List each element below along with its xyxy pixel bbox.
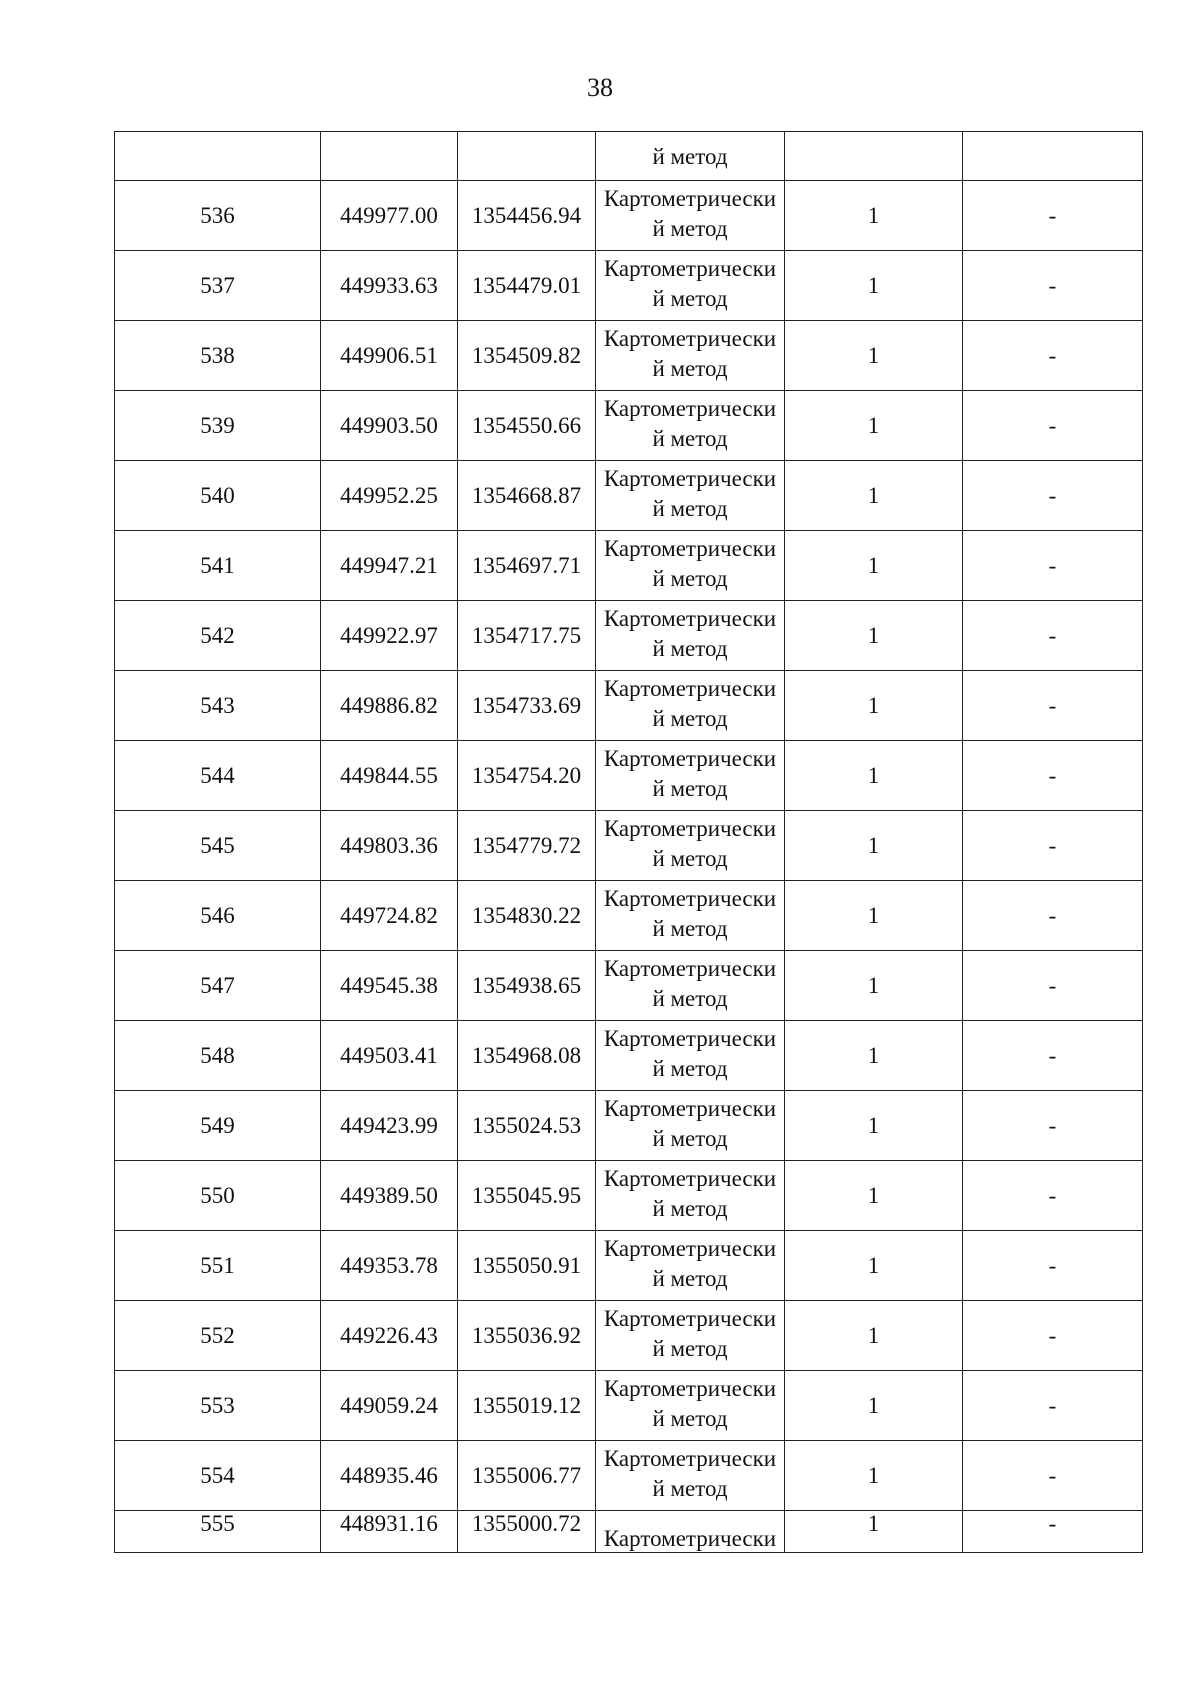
table-row: [115, 251, 1143, 321]
cell-point: 550: [115, 1161, 321, 1231]
cell-method: [596, 1371, 785, 1441]
cell-y: 1354830.22: [458, 881, 596, 951]
method-line-1: Картометрически: [603, 1375, 777, 1401]
method-line-2: й метод: [652, 1055, 728, 1081]
cell-method: [596, 881, 785, 951]
cell-note: -: [963, 1371, 1143, 1441]
method-line-2: й метод: [652, 355, 728, 381]
cell-note: -: [963, 601, 1143, 671]
table-row: [115, 1441, 1143, 1511]
cell-point: 539: [115, 391, 321, 461]
cell-x: 449922.97: [321, 601, 458, 671]
cell-y: 1354456.94: [458, 181, 596, 251]
cell-note: -: [963, 1161, 1143, 1231]
cell-accuracy: 1: [785, 1231, 963, 1301]
cell-note: -: [963, 1441, 1143, 1511]
table-row: [115, 671, 1143, 741]
method-line-2: й метод: [652, 635, 728, 661]
cell-method: [596, 671, 785, 741]
cell-x: 449952.25: [321, 461, 458, 531]
cell-point: 552: [115, 1301, 321, 1371]
cell-accuracy: 1: [785, 811, 963, 881]
method-line-2: й метод: [652, 215, 728, 241]
cell-point: 541: [115, 531, 321, 601]
method-line-1: Картометрически: [603, 955, 777, 981]
method-line-2: й метод: [652, 1265, 728, 1291]
cell-y: 1355045.95: [458, 1161, 596, 1231]
cell-x: 448935.46: [321, 1441, 458, 1511]
cell-note: -: [963, 671, 1143, 741]
cell-accuracy: 1: [785, 1371, 963, 1441]
cell-point: 549: [115, 1091, 321, 1161]
cell-point: 545: [115, 811, 321, 881]
method-line-1: Картометрически: [603, 185, 777, 211]
method-line-1: Картометрически: [603, 255, 777, 281]
method-line-2: й метод: [652, 985, 728, 1011]
method-line-1: Картометрически: [603, 815, 777, 841]
method-line-1: Картометрически: [603, 395, 777, 421]
cell-point: 537: [115, 251, 321, 321]
cell-point: 555: [115, 1511, 321, 1553]
method-line-1: Картометрически: [603, 1526, 777, 1551]
cell-accuracy: 1: [785, 531, 963, 601]
cell-y: 1354733.69: [458, 671, 596, 741]
cell-x: 449947.21: [321, 531, 458, 601]
cell-y: 1354779.72: [458, 811, 596, 881]
cell-y: 1355024.53: [458, 1091, 596, 1161]
cell-x: 449977.00: [321, 181, 458, 251]
cell-point: 543: [115, 671, 321, 741]
cell-y: 1355019.12: [458, 1371, 596, 1441]
cell-note: -: [963, 741, 1143, 811]
cell-method: [596, 1021, 785, 1091]
cell-method: [596, 391, 785, 461]
table-row: [115, 391, 1143, 461]
cell-method: [596, 811, 785, 881]
method-line-2: й метод: [652, 1405, 728, 1431]
cell-accuracy: 1: [785, 1021, 963, 1091]
method-line-2: й метод: [652, 845, 728, 871]
table-row: [115, 1021, 1143, 1091]
method-line-2: й метод: [652, 495, 728, 521]
cell-method: [596, 1441, 785, 1511]
method-line-2: й метод: [652, 1475, 728, 1501]
cell-point: 536: [115, 181, 321, 251]
cell-method: [596, 132, 785, 181]
method-line-1: Картометрически: [603, 535, 777, 561]
cell-point: [115, 132, 321, 181]
table-row: [115, 1231, 1143, 1301]
cell-x: 449545.38: [321, 951, 458, 1021]
table-row: [115, 811, 1143, 881]
cell-note: [963, 132, 1143, 181]
cell-y: 1354479.01: [458, 251, 596, 321]
table-row: [115, 741, 1143, 811]
cell-x: 449886.82: [321, 671, 458, 741]
cell-accuracy: 1: [785, 391, 963, 461]
cell-y: 1355006.77: [458, 1441, 596, 1511]
cell-accuracy: [785, 132, 963, 181]
cell-method: [596, 601, 785, 671]
cell-y: 1354509.82: [458, 321, 596, 391]
cell-point: 546: [115, 881, 321, 951]
cell-x: 449389.50: [321, 1161, 458, 1231]
cell-x: 449226.43: [321, 1301, 458, 1371]
cell-note: -: [963, 951, 1143, 1021]
method-line-1: Картометрически: [603, 465, 777, 491]
cell-x: 449503.41: [321, 1021, 458, 1091]
cell-method: [596, 1091, 785, 1161]
cell-point: 542: [115, 601, 321, 671]
cell-method: [596, 1161, 785, 1231]
method-line-1: Картометрически: [603, 1165, 777, 1191]
method-line-1: Картометрически: [603, 885, 777, 911]
cell-point: 544: [115, 741, 321, 811]
method-line-1: Картометрически: [603, 1095, 777, 1121]
method-line-1: Картометрически: [603, 675, 777, 701]
method-line-2: й метод: [652, 915, 728, 941]
cell-method: [596, 1301, 785, 1371]
method-line-2: й метод: [652, 775, 728, 801]
cell-note: -: [963, 1021, 1143, 1091]
cell-x: 449423.99: [321, 1091, 458, 1161]
cell-point: 548: [115, 1021, 321, 1091]
cell-method: [596, 251, 785, 321]
cell-accuracy: 1: [785, 741, 963, 811]
table-row-last: [115, 1511, 1143, 1553]
cell-point: 553: [115, 1371, 321, 1441]
cell-accuracy: 1: [785, 1091, 963, 1161]
cell-accuracy: 1: [785, 251, 963, 321]
cell-y: [458, 132, 596, 181]
table-row: [115, 1371, 1143, 1441]
cell-accuracy: 1: [785, 671, 963, 741]
cell-accuracy: 1: [785, 321, 963, 391]
cell-accuracy: 1: [785, 181, 963, 251]
method-line-1: Картометрически: [603, 605, 777, 631]
method-line-2: й метод: [652, 705, 728, 731]
cell-note: -: [963, 1301, 1143, 1371]
cell-x: 449724.82: [321, 881, 458, 951]
cell-y: 1354968.08: [458, 1021, 596, 1091]
cell-method: [596, 461, 785, 531]
cell-note: -: [963, 391, 1143, 461]
method-line-1: Картометрически: [603, 325, 777, 351]
cell-y: 1354668.87: [458, 461, 596, 531]
table-row: [115, 601, 1143, 671]
cell-accuracy: 1: [785, 951, 963, 1021]
cell-point: 547: [115, 951, 321, 1021]
cell-accuracy: 1: [785, 1161, 963, 1231]
table-row: [115, 1161, 1143, 1231]
table-row: [115, 531, 1143, 601]
cell-y: 1354697.71: [458, 531, 596, 601]
cell-y: 1354550.66: [458, 391, 596, 461]
table-row: [115, 881, 1143, 951]
cell-accuracy: 1: [785, 881, 963, 951]
cell-note: -: [963, 181, 1143, 251]
cell-note: -: [963, 1091, 1143, 1161]
cell-note: -: [963, 251, 1143, 321]
cell-x: 449844.55: [321, 741, 458, 811]
method-line-1: Картометрически: [603, 1025, 777, 1051]
method-line-2: й метод: [652, 285, 728, 311]
cell-note: -: [963, 811, 1143, 881]
cell-note: -: [963, 1231, 1143, 1301]
page-number: 38: [587, 73, 613, 102]
cell-x: 449906.51: [321, 321, 458, 391]
cell-accuracy: 1: [785, 1301, 963, 1371]
cell-accuracy: 1: [785, 461, 963, 531]
cell-method: [596, 1511, 785, 1553]
table-row: [115, 951, 1143, 1021]
method-line-2: й метод: [652, 565, 728, 591]
table-row-continued: [115, 132, 1143, 181]
cell-note: -: [963, 321, 1143, 391]
method-line-1: Картометрически: [603, 1445, 777, 1471]
cell-method: [596, 321, 785, 391]
cell-x: 449353.78: [321, 1231, 458, 1301]
cell-method: [596, 531, 785, 601]
cell-x: 449803.36: [321, 811, 458, 881]
cell-method: [596, 741, 785, 811]
method-line-1: Картометрически: [603, 1235, 777, 1261]
cell-y: 1354754.20: [458, 741, 596, 811]
cell-point: 551: [115, 1231, 321, 1301]
method-line-2: й метод: [652, 425, 728, 451]
coordinates-table: [114, 131, 1143, 1553]
cell-x: [321, 132, 458, 181]
cell-y: 1354938.65: [458, 951, 596, 1021]
cell-x: 449903.50: [321, 391, 458, 461]
cell-x: 449059.24: [321, 1371, 458, 1441]
table-row: [115, 1091, 1143, 1161]
method-tail-text: й метод: [652, 144, 728, 169]
cell-accuracy: 1: [785, 1441, 963, 1511]
cell-note: -: [963, 881, 1143, 951]
cell-y: 1355000.72: [458, 1511, 596, 1553]
cell-method: [596, 181, 785, 251]
cell-accuracy: 1: [785, 601, 963, 671]
cell-method: [596, 951, 785, 1021]
cell-note: -: [963, 531, 1143, 601]
method-line-2: й метод: [652, 1335, 728, 1361]
table-row: [115, 181, 1143, 251]
cell-point: 554: [115, 1441, 321, 1511]
cell-point: 538: [115, 321, 321, 391]
cell-x: 448931.16: [321, 1511, 458, 1553]
cell-note: -: [963, 1511, 1143, 1553]
method-line-1: Картометрически: [603, 745, 777, 771]
cell-note: -: [963, 461, 1143, 531]
cell-point: 540: [115, 461, 321, 531]
method-line-2: й метод: [652, 1195, 728, 1221]
coordinates-table-body: [115, 132, 1143, 1553]
cell-y: 1354717.75: [458, 601, 596, 671]
cell-y: 1355050.91: [458, 1231, 596, 1301]
method-line-2: й метод: [652, 1125, 728, 1151]
method-line-1: Картометрически: [603, 1305, 777, 1331]
cell-accuracy: 1: [785, 1511, 963, 1553]
cell-x: 449933.63: [321, 251, 458, 321]
table-row: [115, 321, 1143, 391]
cell-y: 1355036.92: [458, 1301, 596, 1371]
table-row: [115, 1301, 1143, 1371]
table-row: [115, 461, 1143, 531]
cell-method: [596, 1231, 785, 1301]
